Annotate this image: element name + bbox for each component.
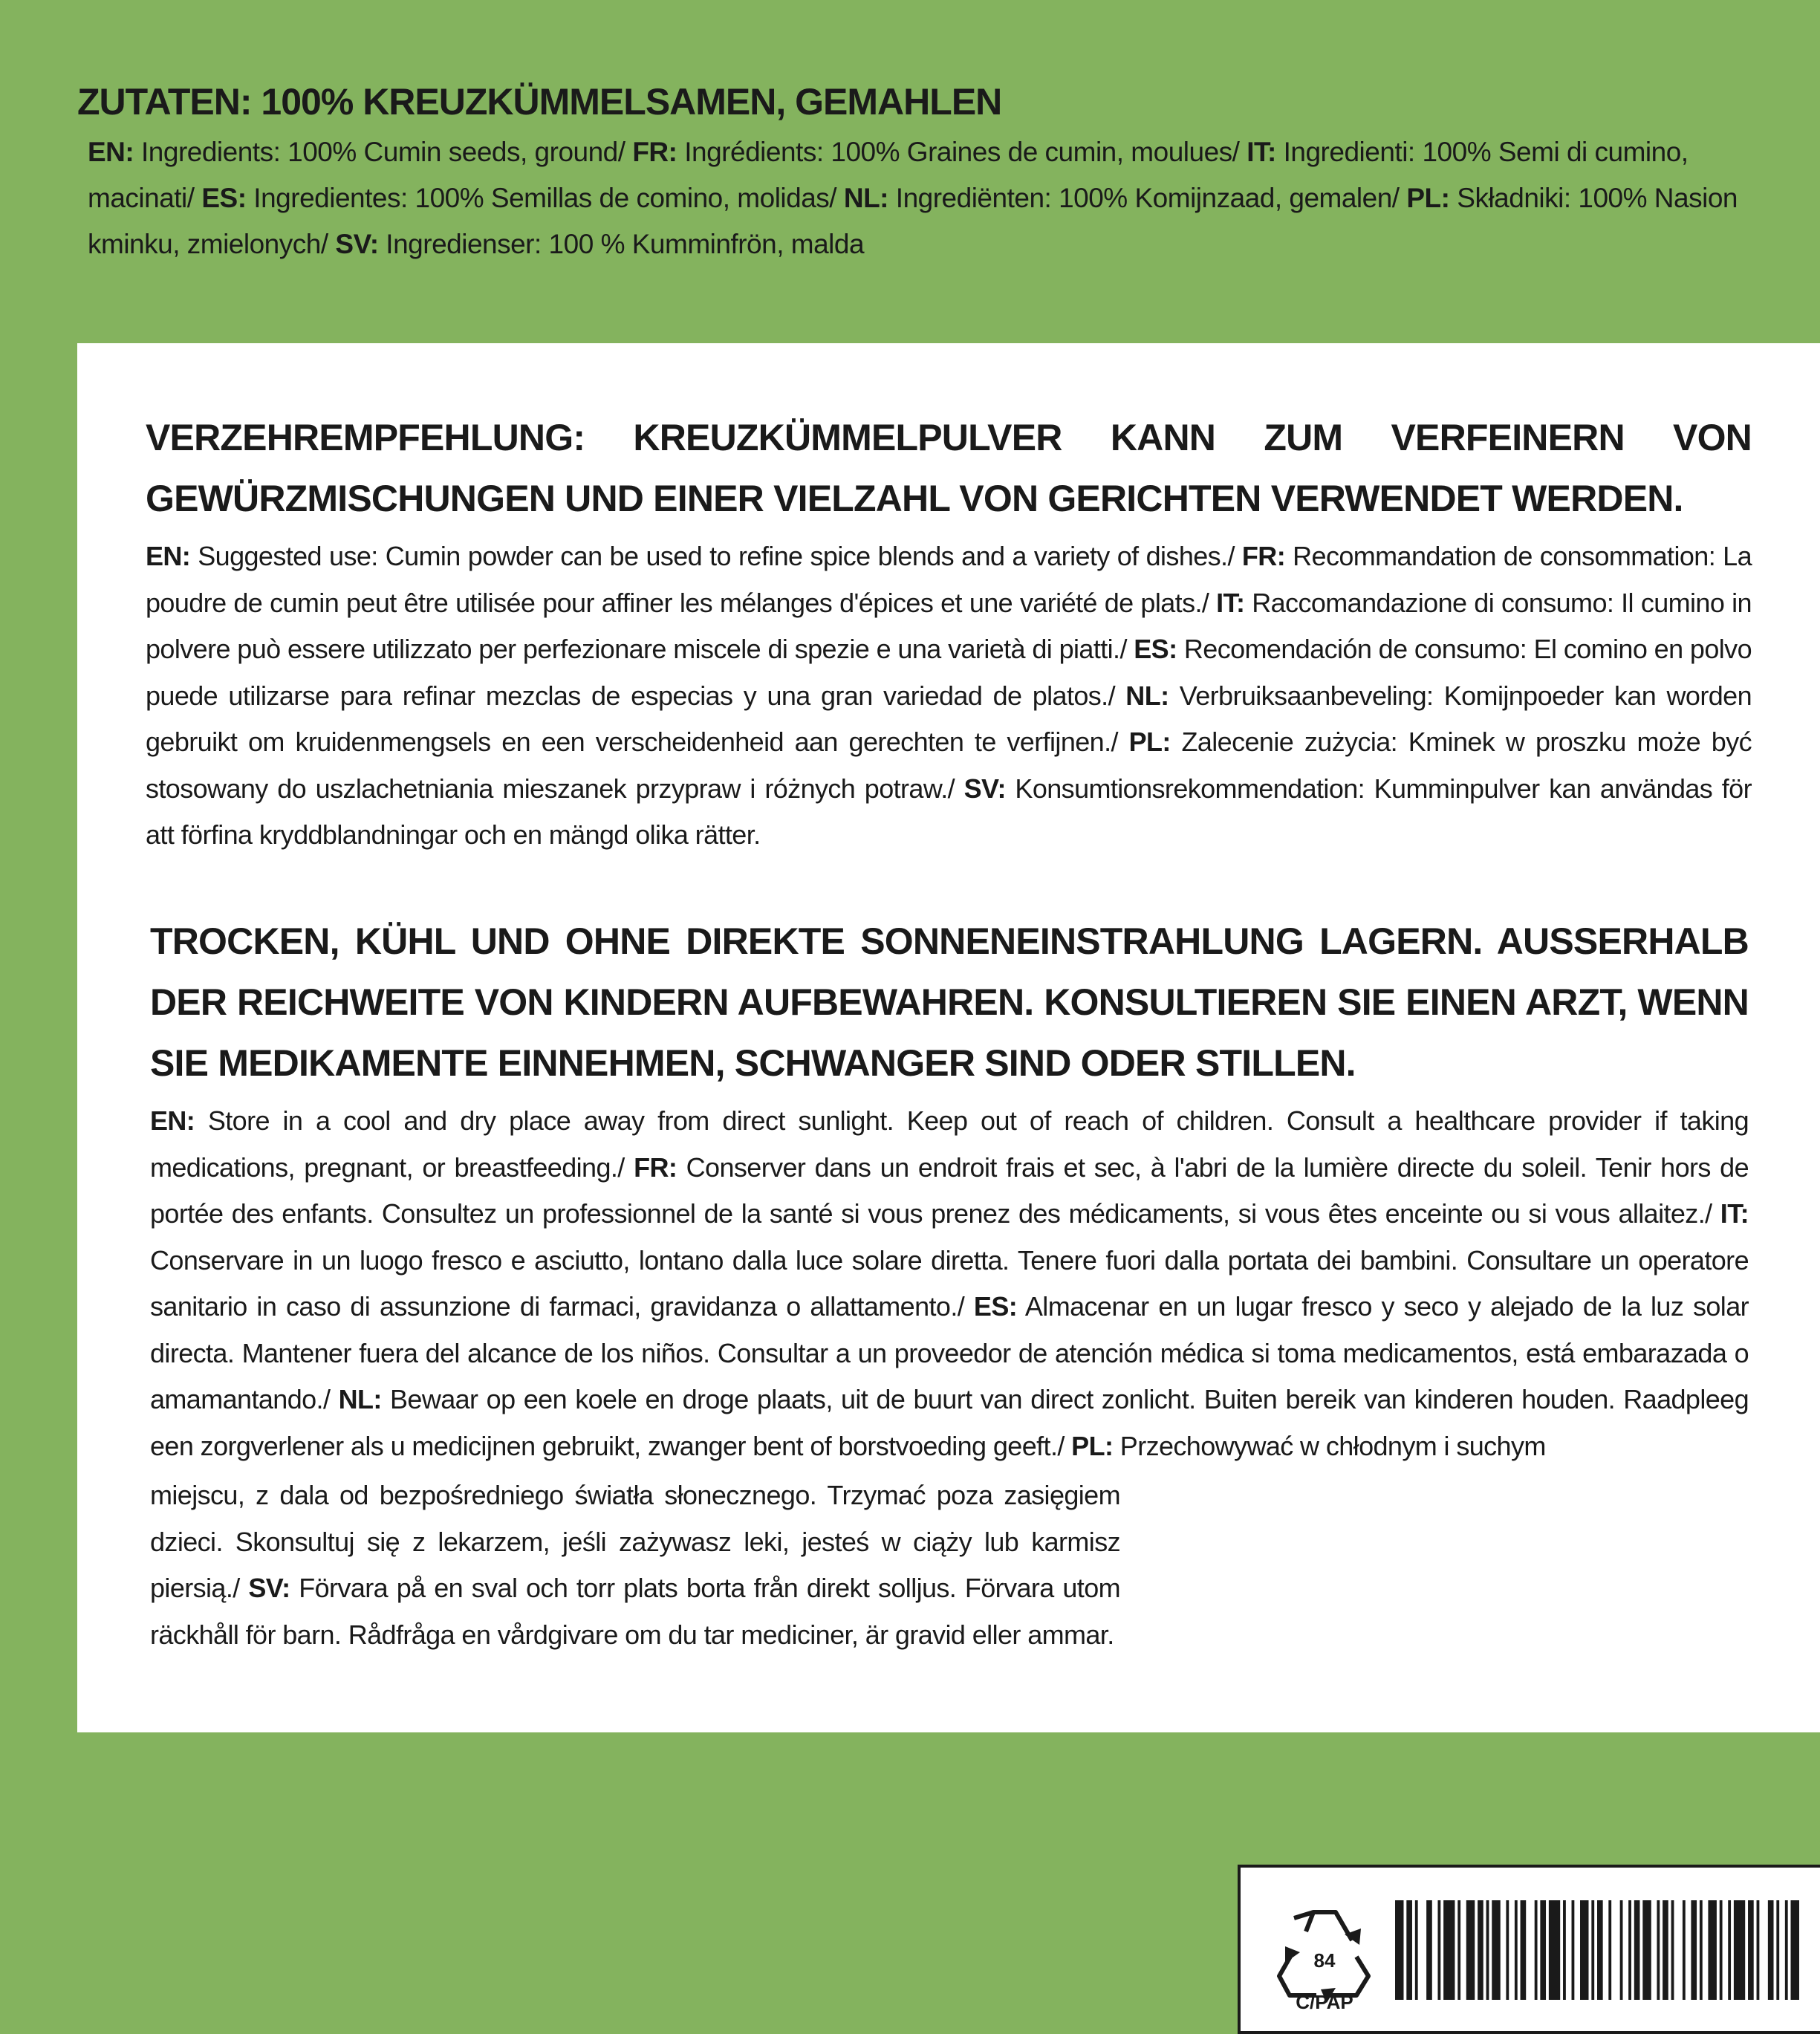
language-code: ES: bbox=[201, 183, 247, 213]
language-code: SV: bbox=[335, 229, 379, 259]
barcode-bar bbox=[1395, 1900, 1403, 2000]
translation-text: Bewaar op een koele en droge plaats, uit de buurt van direct zonlicht. Buiten bereik van kinderen houden. Raadpleeg een zorgverlener als u medicijnen gebruikt, zwanger bent of borstvoeding geeft./ bbox=[150, 1384, 1749, 1461]
barcode-bar bbox=[1708, 1900, 1716, 2000]
barcode-bar bbox=[1768, 1900, 1774, 2000]
translation-text: Ingredients: 100% Cumin seeds, ground/ bbox=[134, 137, 633, 167]
translation-text: Składniki: 100% Nasion kminku, zmielonych/ bbox=[88, 183, 1738, 259]
language-code: FR: bbox=[632, 137, 677, 167]
language-code: SV: bbox=[963, 773, 1006, 804]
barcode-bar bbox=[1415, 1900, 1418, 2000]
storage-section bbox=[150, 911, 1749, 1469]
barcode-bar bbox=[1628, 1900, 1631, 2000]
translation-text: Przechowywać w chłodnym i suchym bbox=[1113, 1430, 1546, 1461]
language-code: IT: bbox=[1247, 137, 1276, 167]
barcode-bar bbox=[1540, 1900, 1546, 2000]
barcode-bar bbox=[1683, 1900, 1686, 2000]
translation-text: Zalecenie zużycia: Kminek w proszku może być stosowany do uszlachetniania mieszanek przypraw i różnych potraw./ bbox=[146, 727, 1752, 804]
barcode-bar bbox=[1720, 1900, 1723, 2000]
translation-text: Almacenar en un lugar fresco y seco y alejado de la luz solar directa. Mantener fuera del alcance de los niños. Consultar a un proveedor de atención médica si toma medicamentos, está embarazada o amamantando./ bbox=[150, 1291, 1749, 1414]
barcode-bar bbox=[1466, 1900, 1475, 2000]
info-panel bbox=[77, 343, 1820, 2010]
barcode-bar bbox=[1657, 1900, 1660, 2000]
recycle-number: 84 bbox=[1313, 1949, 1336, 1972]
barcode-bar bbox=[1791, 1900, 1799, 2000]
translation-text: Konsumtionsrekommendation: Kumminpulver kan användas för att förfina kryddblandningar och en mängd olika rätter. bbox=[146, 773, 1752, 850]
translation-text: Ingrédients: 100% Graines de cumin, moulues/ bbox=[677, 137, 1247, 167]
barcode-bar bbox=[1426, 1900, 1432, 2000]
barcode-bar bbox=[1734, 1900, 1745, 2000]
barcode-bar bbox=[1506, 1900, 1509, 2000]
barcode-bar bbox=[1521, 1900, 1527, 2000]
storage-title: TROCKEN, KÜHL UND OHNE DIREKTE SONNENEINSTRAHLUNG LAGERN. AUSSERHALB DER REICHWEITE VON KINDERN AUFBEWAHREN. KONSULTIEREN SIE EINEN ARZT, WENN SIE MEDIKAMENTE EINNEHMEN, SCHWANGER SIND ODER STILLEN. bbox=[150, 920, 1749, 1084]
translation-text: Recomendación de consumo: El comino en polvo puede utilizarse para refinar mezclas de especias y una gran variedad de platos./ bbox=[146, 634, 1752, 711]
translation-text: Conserver dans un endroit frais et sec, à l'abri de la lumière directe du soleil. Tenir hors de portée des enfants. Consultez un professionnel de la santé si vous prenez des médicaments, si vous êtes enceinte ou si vous allaitez./ bbox=[150, 1151, 1749, 1229]
barcode-bar bbox=[1597, 1900, 1603, 2000]
storage-translations-continued bbox=[150, 1472, 1120, 1658]
usage-translations bbox=[146, 533, 1752, 859]
barcode-bar bbox=[1776, 1900, 1779, 2000]
translation-text: Store in a cool and dry place away from direct sunlight. Keep out of reach of children. Consult a healthcare provider if taking medications, pregnant, or breastfeeding./ bbox=[150, 1105, 1749, 1183]
barcode-bar bbox=[1535, 1900, 1538, 2000]
language-code: PL: bbox=[1128, 727, 1171, 757]
language-code: NL: bbox=[843, 183, 889, 213]
barcode-bar bbox=[1642, 1900, 1651, 2000]
translation-text: Conservare in un luogo fresco e asciutto, lontano dalla luce solare diretta. Tenere fuori dalla portata dei bambini. Consultare un operatore sanitario in caso di assunzione di farmaci, gravidanza o allattamento./ bbox=[150, 1244, 1749, 1322]
barcode-bar bbox=[1478, 1900, 1483, 2000]
translation-text: Ingredienti: 100% Semi di cumino, macinati/ bbox=[88, 137, 1689, 213]
language-code: IT: bbox=[1216, 587, 1245, 618]
barcode-bar bbox=[1634, 1900, 1640, 2000]
barcode-bar bbox=[1437, 1900, 1440, 2000]
ingredients-translations bbox=[88, 129, 1749, 267]
barcode-bar bbox=[1700, 1900, 1703, 2000]
translation-text: Raccomandazione di consumo: Il cumino in polvere può essere utilizzato per perfezionare miscele di spezie e una varietà di piatti./ bbox=[146, 587, 1752, 664]
barcode-bar bbox=[1591, 1900, 1594, 2000]
recycle-code: C/PAP bbox=[1296, 1991, 1353, 2010]
translation-text: Suggested use: Cumin powder can be used to refine spice blends and a variety of dishes./ bbox=[190, 541, 1242, 571]
language-code: EN: bbox=[150, 1105, 195, 1136]
translation-text: Ingredienser: 100 % Kumminfrön, malda bbox=[378, 229, 865, 259]
barcode-bar bbox=[1663, 1900, 1668, 2000]
usage-section bbox=[146, 407, 1752, 859]
language-code: ES: bbox=[1134, 634, 1177, 664]
ingredients-title: ZUTATEN: 100% KREUZKÜMMELSAMEN, GEMAHLEN bbox=[77, 81, 1002, 123]
barcode-icon bbox=[1395, 1900, 1799, 2000]
language-code: IT: bbox=[1720, 1198, 1749, 1229]
translation-text: Verbruiksaanbeveling: Komijnpoeder kan worden gebruikt om kruidenmengsels en een verscheidenheid aan gerechten te verfijnen./ bbox=[146, 680, 1752, 757]
barcode-bar bbox=[1572, 1900, 1575, 2000]
barcode-bar bbox=[1580, 1900, 1588, 2000]
barcode-bar bbox=[1728, 1900, 1731, 2000]
recycle-icon bbox=[1275, 1899, 1374, 2010]
barcode-bar bbox=[1492, 1900, 1500, 2000]
barcode-bar bbox=[1671, 1900, 1674, 2000]
translation-text: Förvara på en sval och torr plats borta från direkt solljus. Förvara utom räckhåll för barn. Rådfråga en vårdgivare om du tar mediciner, är gravid eller ammar. bbox=[150, 1573, 1120, 1650]
barcode-bar bbox=[1748, 1900, 1754, 2000]
barcode-bar bbox=[1691, 1900, 1697, 2000]
language-code: FR: bbox=[634, 1151, 677, 1183]
barcode-bar bbox=[1457, 1900, 1460, 2000]
translation-text: Recommandation de consommation: La poudre de cumin peut être utilisée pour affiner les mélanges d'épices et une variété de plats./ bbox=[146, 541, 1752, 618]
barcode-bar bbox=[1549, 1900, 1560, 2000]
packaging-code-box bbox=[1238, 1865, 1820, 2034]
usage-title: VERZEHREMPFEHLUNG: KREUZKÜMMELPULVER KANN ZUM VERFEINERN VON GEWÜRZMISCHUNGEN UND EINER VIELZAHL VON GERICHTEN VERWENDET WERDEN. bbox=[146, 417, 1752, 519]
storage-translations bbox=[150, 1098, 1749, 1469]
language-code: NL: bbox=[1125, 680, 1169, 711]
barcode-bar bbox=[1757, 1900, 1760, 2000]
language-code: FR: bbox=[1241, 541, 1286, 571]
barcode-bar bbox=[1486, 1900, 1489, 2000]
barcode-bar bbox=[1620, 1900, 1623, 2000]
language-code: ES: bbox=[973, 1291, 1018, 1322]
barcode-bar bbox=[1515, 1900, 1518, 2000]
language-code: PL: bbox=[1071, 1430, 1114, 1461]
barcode-bar bbox=[1563, 1900, 1566, 2000]
barcode-bar bbox=[1785, 1900, 1788, 2000]
translation-text: Ingrediënten: 100% Komijnzaad, gemalen/ bbox=[888, 183, 1407, 213]
ingredients-section bbox=[77, 77, 1749, 267]
barcode-bar bbox=[1406, 1900, 1412, 2000]
language-code: EN: bbox=[88, 137, 134, 167]
barcode-bar bbox=[1443, 1900, 1455, 2000]
language-code: PL: bbox=[1406, 183, 1450, 213]
translation-text: Ingredientes: 100% Semillas de comino, molidas/ bbox=[246, 183, 844, 213]
barcode-bar bbox=[1608, 1900, 1611, 2000]
language-code: EN: bbox=[146, 541, 191, 571]
translation-text: miejscu, z dala od bezpośredniego światła słonecznego. Trzymać poza zasięgiem dzieci. Skonsultuj się z lekarzem, jeśli zażywasz leki, jesteś w ciąży lub karmisz piersią./ bbox=[150, 1480, 1120, 1603]
language-code: NL: bbox=[338, 1384, 382, 1414]
language-code: SV: bbox=[248, 1573, 290, 1603]
